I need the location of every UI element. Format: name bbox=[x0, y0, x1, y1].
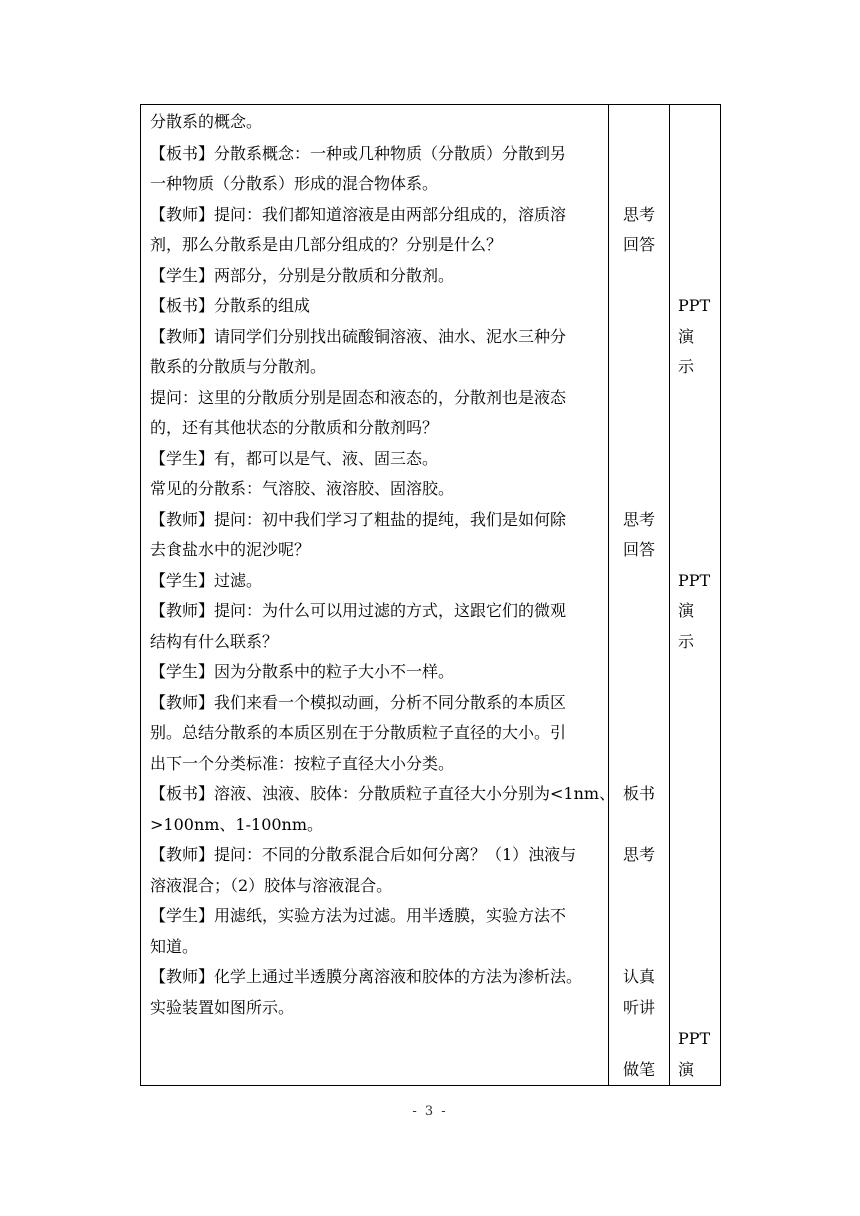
text-line: 剂，那么分散系是由几部分组成的？分别是什么？ bbox=[150, 235, 503, 254]
text-line: 【教师】化学上通过半透膜分离溶液和胶体的方法为渗析法。 bbox=[150, 967, 583, 986]
activity-text: 思考 bbox=[623, 845, 656, 864]
activity-text: 做笔 bbox=[623, 1060, 656, 1079]
text-line: 别。总结分散系的本质区别在于分散质粒子直径的大小。引 bbox=[150, 723, 567, 742]
text-line: 【教师】请同学们分别找出硫酸铜溶液、油水、泥水三种分 bbox=[150, 327, 567, 346]
intent-text: 示 bbox=[678, 632, 695, 651]
activity-text: 板书 bbox=[623, 784, 656, 803]
activity-text: 认真 bbox=[623, 967, 656, 986]
text-line: 分散系的概念。 bbox=[150, 112, 263, 131]
intent-text: 演 bbox=[678, 601, 695, 620]
text-line: 知道。 bbox=[150, 937, 199, 956]
activity-text: 回答 bbox=[623, 540, 656, 559]
lesson-table bbox=[140, 104, 721, 1086]
text-line: 实验装置如图所示。 bbox=[150, 998, 295, 1017]
activity-text: 回答 bbox=[623, 235, 656, 254]
text-line: 一种物质（分散系）形成的混合物体系。 bbox=[150, 174, 439, 193]
text-line: 【学生】因为分散系中的粒子大小不一样。 bbox=[150, 662, 455, 681]
intent-text: PPT bbox=[678, 1029, 711, 1048]
text-line: 【板书】溶液、浊液、胶体：分散质粒子直径大小分别为<1nm、 bbox=[150, 784, 616, 803]
text-line: 出下一个分类标准：按粒子直径大小分类。 bbox=[150, 754, 455, 773]
intent-text: 演 bbox=[678, 327, 695, 346]
intent-text: PPT bbox=[678, 571, 711, 590]
text-line: 【学生】有，都可以是气、液、固三态。 bbox=[150, 449, 439, 468]
column-divider bbox=[669, 105, 670, 1085]
intent-text: 示 bbox=[678, 357, 695, 376]
activity-text: 听讲 bbox=[623, 998, 656, 1017]
text-line: 【学生】用滤纸，实验方法为过滤。用半透膜，实验方法不 bbox=[150, 906, 567, 925]
page-number: - 3 - bbox=[412, 1104, 448, 1119]
text-line: 常见的分散系：气溶胶、液溶胶、固溶胶。 bbox=[150, 479, 455, 498]
activity-text: 思考 bbox=[623, 205, 656, 224]
text-line: 【教师】提问：我们都知道溶液是由两部分组成的，溶质溶 bbox=[150, 205, 567, 224]
text-line: 【学生】过滤。 bbox=[150, 571, 263, 590]
text-line: 【教师】我们来看一个模拟动画，分析不同分散系的本质区 bbox=[150, 693, 567, 712]
text-line: 去食盐水中的泥沙呢？ bbox=[150, 540, 311, 559]
column-divider bbox=[608, 105, 609, 1085]
text-line: 【板书】分散系的组成 bbox=[150, 296, 311, 315]
text-line: 【教师】提问：不同的分散系混合后如何分离？（1）浊液与 bbox=[150, 845, 577, 864]
intent-text: PPT bbox=[678, 296, 711, 315]
text-line: >100nm、1-100nm。 bbox=[150, 815, 324, 834]
text-line: 溶液混合；（2）胶体与溶液混合。 bbox=[150, 876, 393, 895]
text-line: 【学生】两部分，分别是分散质和分散剂。 bbox=[150, 266, 455, 285]
text-line: 结构有什么联系？ bbox=[150, 632, 279, 651]
intent-text: 演 bbox=[678, 1060, 695, 1079]
text-line: 的，还有其他状态的分散质和分散剂吗？ bbox=[150, 418, 439, 437]
activity-text: 思考 bbox=[623, 510, 656, 529]
text-line: 【教师】提问：初中我们学习了粗盐的提纯，我们是如何除 bbox=[150, 510, 567, 529]
text-line: 提问：这里的分散质分别是固态和液态的，分散剂也是液态 bbox=[150, 388, 567, 407]
text-line: 【板书】分散系概念：一种或几种物质（分散质）分散到另 bbox=[150, 144, 567, 163]
text-line: 【教师】提问：为什么可以用过滤的方式，这跟它们的微观 bbox=[150, 601, 567, 620]
text-line: 散系的分散质与分散剂。 bbox=[150, 357, 327, 376]
